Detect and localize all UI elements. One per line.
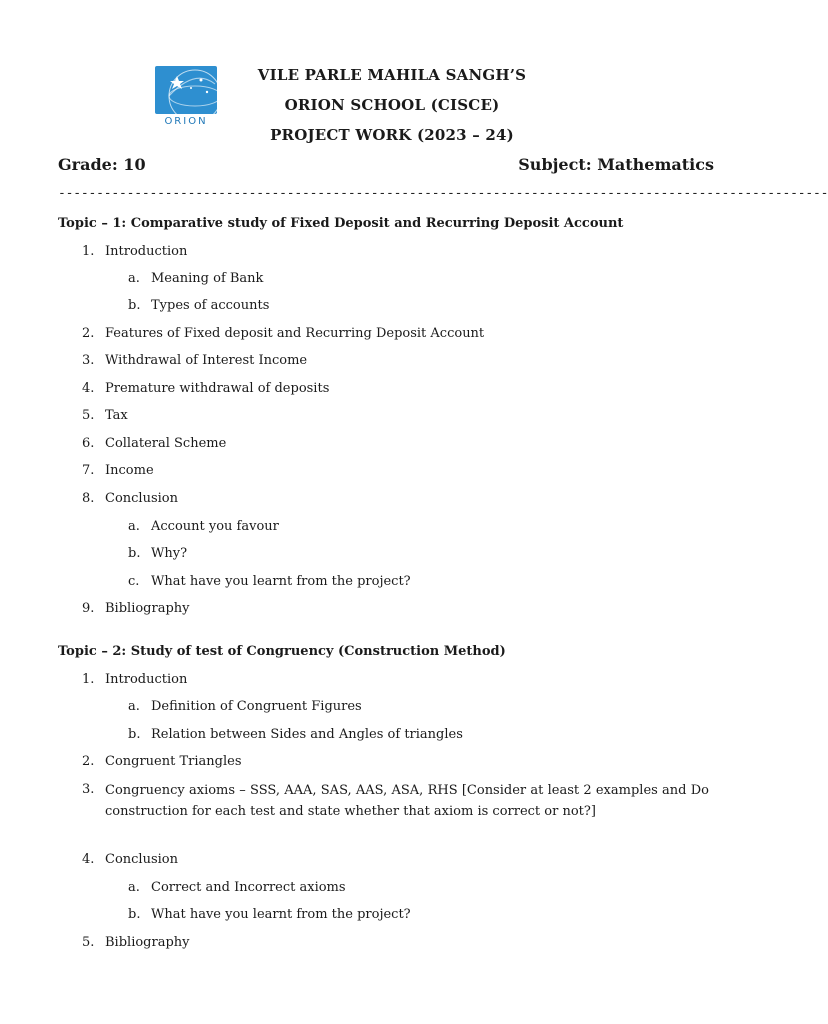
list-item: [82, 852, 178, 867]
list-text: Conclusion: [105, 491, 178, 506]
list-text: Correct and Incorrect axioms: [151, 880, 346, 895]
list-item: [82, 463, 154, 478]
list-number: 5.: [82, 408, 95, 423]
list-letter: c.: [128, 574, 140, 589]
list-text: Bibliography: [105, 935, 190, 950]
list-text: Introduction: [105, 672, 188, 687]
list-number: 4.: [82, 852, 95, 867]
list-item: [82, 244, 187, 259]
list-text: Types of accounts: [151, 298, 270, 313]
sub-list-item: [128, 298, 269, 313]
list-item: [82, 381, 329, 396]
list-text: Account you favour: [151, 519, 279, 534]
list-text: Income: [105, 463, 154, 478]
list-number: 9.: [82, 601, 95, 616]
list-item: [82, 754, 242, 769]
sub-list-item: [128, 546, 187, 561]
list-text: What have you learnt from the project?: [151, 574, 411, 589]
list-text: Congruent Triangles: [105, 754, 242, 769]
list-number: 2.: [82, 754, 95, 769]
list-text: Relation between Sides and Angles of triangles: [151, 727, 463, 742]
sub-list-item: [128, 699, 362, 714]
list-item: [82, 935, 190, 950]
sub-list-item: [128, 727, 463, 742]
list-number: 1.: [82, 244, 95, 259]
list-letter: a.: [128, 519, 140, 534]
list-text: Collateral Scheme: [105, 436, 227, 451]
list-number: 8.: [82, 491, 95, 506]
list-text: Features of Fixed deposit and Recurring Deposit Account: [105, 326, 485, 341]
list-number: 3.: [82, 782, 95, 797]
list-letter: b.: [128, 727, 141, 742]
list-text-multiline: Congruency axioms – SSS, AAA, SAS, AAS, ASA, RHS [Consider at least 2 examples and Do construction for each test and state whether that axiom is correct or not?]: [105, 783, 709, 819]
list-text: Introduction: [105, 244, 188, 259]
sub-list-item: [128, 519, 279, 534]
list-item: [82, 353, 307, 368]
school-name: ORION SCHOOL (CISCE): [284, 96, 500, 114]
list-letter: a.: [128, 271, 140, 286]
list-letter: b.: [128, 298, 141, 313]
list-text: Withdrawal of Interest Income: [105, 353, 308, 368]
subject-label: Subject: Mathematics: [518, 155, 714, 174]
list-item: [82, 782, 105, 797]
sub-list-item: [128, 880, 346, 895]
list-text: Tax: [105, 408, 128, 423]
list-letter: a.: [128, 880, 140, 895]
organization-name: VILE PARLE MAHILA SANGH’S: [257, 66, 527, 84]
list-text: Bibliography: [105, 601, 190, 616]
list-number: 6.: [82, 436, 95, 451]
list-text: What have you learnt from the project?: [151, 907, 411, 922]
list-number: 7.: [82, 463, 95, 478]
document-title: PROJECT WORK (2023 – 24): [270, 126, 514, 144]
sub-list-item: [128, 271, 263, 286]
sub-list-item: [128, 907, 411, 922]
list-text: Conclusion: [105, 852, 178, 867]
topic-2-heading: Topic – 2: Study of test of Congruency (Construction Method): [58, 644, 506, 659]
list-letter: a.: [128, 699, 140, 714]
list-number: 5.: [82, 935, 95, 950]
list-item: [82, 491, 178, 506]
dashed-divider: -----------------------------------------------------------------------------------------------------: [58, 186, 828, 201]
list-number: 2.: [82, 326, 95, 341]
topic-1-heading: Topic – 1: Comparative study of Fixed Deposit and Recurring Deposit Account: [58, 216, 624, 231]
logo-wordmark: ORION: [164, 116, 208, 127]
grade-label: Grade: 10: [58, 155, 146, 174]
list-text: Definition of Congruent Figures: [151, 699, 362, 714]
list-item: [82, 436, 226, 451]
sub-list-item: [128, 574, 411, 589]
list-item: [82, 672, 187, 687]
list-item: [82, 601, 190, 616]
list-number: 4.: [82, 381, 95, 396]
list-letter: b.: [128, 907, 141, 922]
list-text: Premature withdrawal of deposits: [105, 381, 330, 396]
list-text: Why?: [151, 546, 188, 561]
list-item: [82, 326, 484, 341]
list-item: [82, 408, 128, 423]
list-letter: b.: [128, 546, 141, 561]
list-text: Meaning of Bank: [151, 271, 264, 286]
list-number: 1.: [82, 672, 95, 687]
list-number: 3.: [82, 353, 95, 368]
